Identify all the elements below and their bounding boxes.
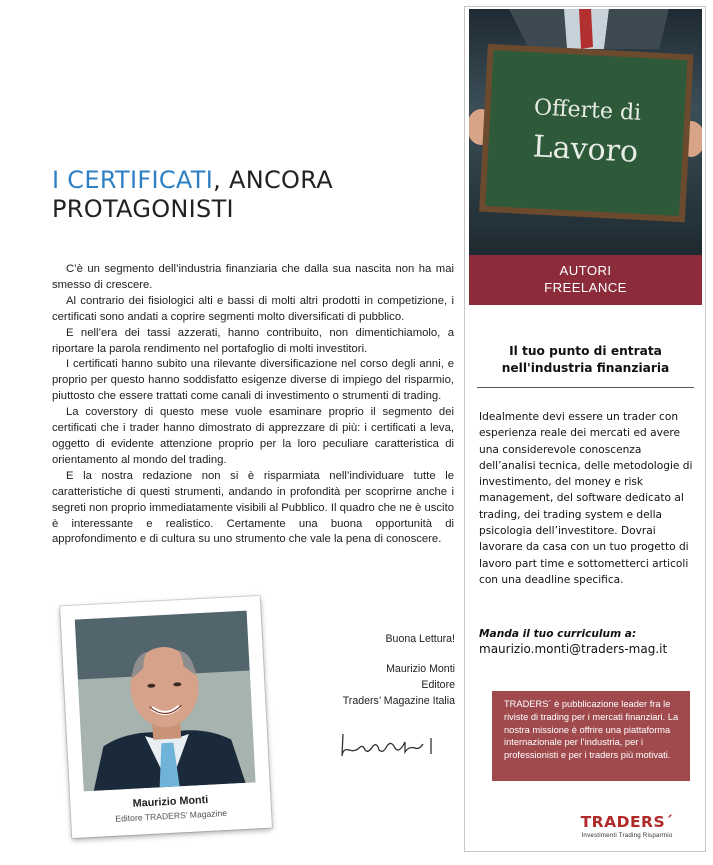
article-paragraph: C’è un segmento dell’industria finanziaria che dalla sua nascita non ha mai smesso di crescere. [52,263,454,291]
article-title-accent: I CERTIFICATI [52,166,214,194]
handwritten-signature [335,728,445,760]
signoff-greeting: Buona Lettura! [385,633,455,645]
traders-logo-word: TRADERS´ [580,813,674,831]
traders-logo-tagline: Investimenti Trading Risparmio [581,832,673,839]
signoff-role: Editore [421,679,455,691]
editor-portrait-illustration [75,611,256,792]
signoff [343,631,455,709]
freelance-banner-line-2: FREELANCE [544,280,627,295]
editor-portrait [75,611,256,792]
chalkboard-photo [469,9,702,255]
chalkboard-line-1: Offerte di [533,95,642,126]
article-title-rest: , ANCORA PROTAGONISTI [52,166,333,223]
article-paragraph: E nell’era dei tassi azzerati, hanno contribuito, non dimentichiamolo, a riportare la parola rendimento nel portafoglio di molti investitori. [52,326,454,355]
chalkboard-illustration [469,9,702,255]
ad-contact-email[interactable]: maurizio.monti@traders-mag.it [479,642,668,656]
ad-contact-label: Manda il tuo curriculum a: [479,628,637,640]
photo-caption-name: Maurizio Monti [132,793,209,810]
article-body [52,262,454,548]
ad-headline-line-1: Il tuo punto di entrata [509,344,662,358]
freelance-banner-line-1: AUTORI [559,263,612,278]
article-paragraph: E la nostra redazione non si è risparmiata nell’individuare tutte le caratteristiche di questi strumenti, andando in profondità per scoprirne anche i segreti non proprio immediatamente visibili al Pubblico. Il quadro che ne è uscito è interessante e realistico. Certamente una buona opportunità di approfondimento e di cultura su uno strumento che vale la pena di conoscere. [52,469,454,546]
article-paragraph: La coverstory di questo mese vuole esaminare proprio il segmento dei certificati che i trader hanno dimostrato di apprezzare di più: i certificati a leva, oggetto di evidente attenzione proprio per la loro peculiare caratteristica di orientamento al mondo del trading. [52,406,454,466]
article-paragraph: I certificati hanno subito una rilevante diversificazione nel corso degli anni, e proprio per questo hanno soddisfatto esigenze diverse di impiego del risparmio, piuttosto che essere trattati come canali di investimento o strumenti di trading. [52,358,454,403]
ad-headline-line-2: nell'industria finanziaria [501,361,670,375]
article-paragraph: Al contrario dei fisiologici alti e bassi di molti altri prodotti in competizione, i certificati sono andati a coprire segmenti molto diversificati di pubblico. [52,294,454,323]
mission-box: TRADERS´ è pubblicazione leader fra le riviste di trading per i mercati finanziari. La nostra missione è offrire una piattaforma internazionale per l’industria, per i professionisti e per i traders più motivati. [492,691,690,781]
ad-divider [477,387,694,388]
traders-logo [559,813,695,847]
job-advertisement [464,6,706,852]
photo-caption-role: Editore TRADERS’ Magazine [115,807,228,824]
freelance-banner [469,255,702,305]
signoff-publication: Traders’ Magazine Italia [342,695,455,707]
article-title [52,166,432,224]
signoff-name: Maurizio Monti [386,663,455,675]
ad-contact [479,627,697,657]
ad-body-text: Idealmente devi essere un trader con esperienza reale dei mercati ed avere una considerevole conoscenza dell’analisi tecnica, delle metodologie di investimento, del money e risk management, del software dedicato al trading, dei trading system e della psicologia dell’investitore. Dovrai lavorare da casa con un tuo progetto di lavoro part time e sottometterci articoli con una deadline specifica. [479,411,693,586]
ad-headline [469,343,702,377]
chalkboard-line-2: Lavoro [531,129,639,170]
editor-photo-card [60,596,272,838]
